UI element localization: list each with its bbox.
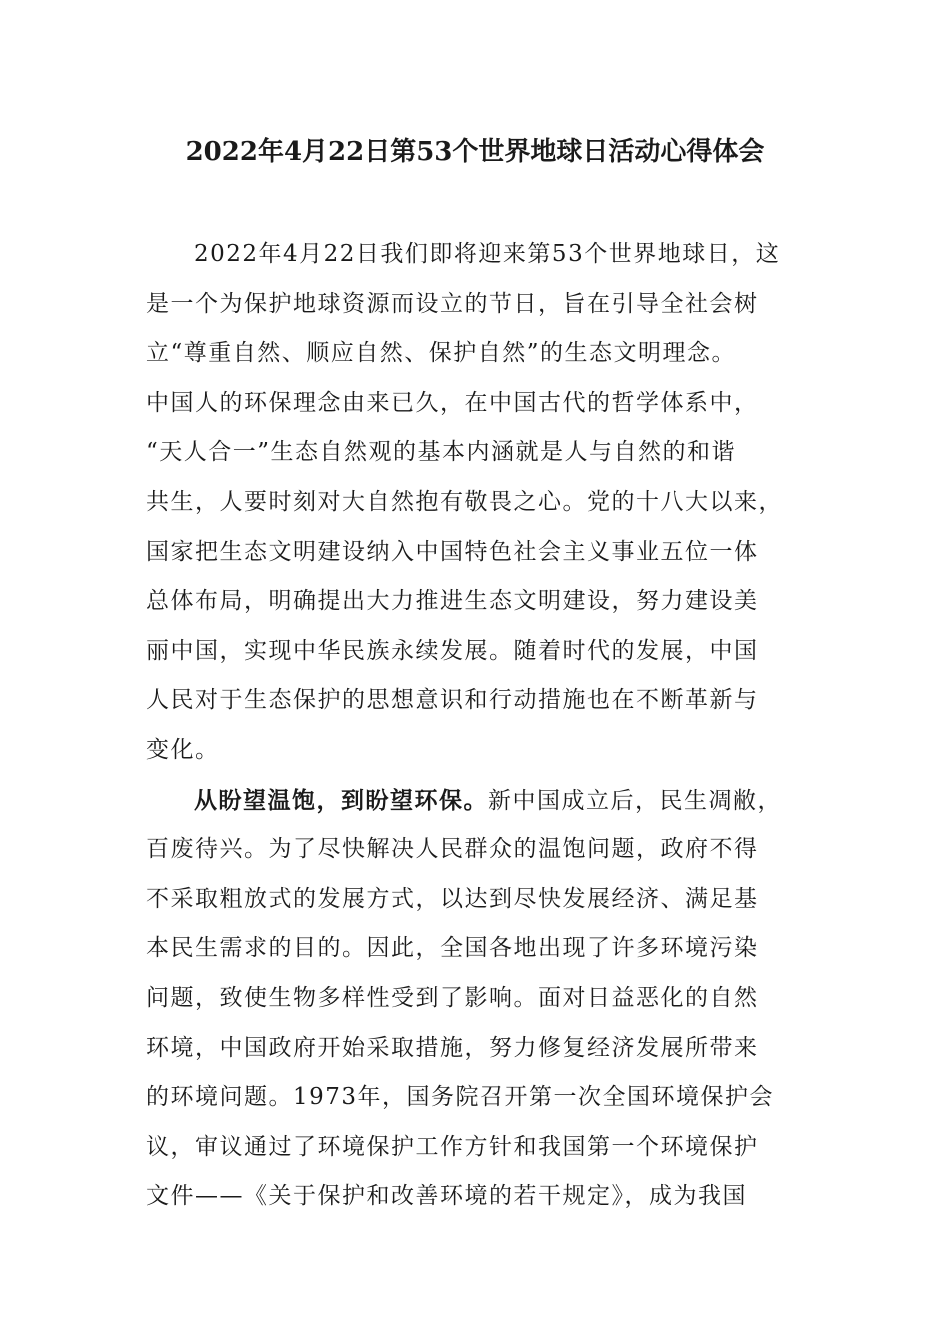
text-line: 2022年4月22日我们即将迎来第53个世界地球日，这: [194, 241, 781, 267]
text-line: [146, 776, 804, 826]
paragraph-1: [146, 230, 804, 776]
text-line: 总体布局，明确提出大力推进生态文明建设，努力建设美: [146, 588, 759, 615]
text-line: 本民生需求的目的。因此，全国各地出现了许多环境污染: [146, 935, 759, 962]
text-line: 立“尊重自然、顺应自然、保护自然”的生态文明理念。: [146, 340, 737, 367]
text-line: 环境，中国政府开始采取措施，努力修复经济发展所带来: [146, 1034, 759, 1061]
text-line: 百废待兴。为了尽快解决人民群众的温饱问题，政府不得: [146, 836, 759, 863]
text-line: 不采取粗放式的发展方式，以达到尽快发展经济、满足基: [146, 885, 759, 912]
text-span: 新中国成立后，民生凋敝，: [488, 787, 782, 814]
paragraph-lead-heading: 从盼望温饱，到盼望环保。: [194, 786, 488, 814]
paragraph-2: [146, 776, 804, 1222]
text-line: 人民对于生态保护的思想意识和行动措施也在不断革新与: [146, 687, 759, 714]
text-line: 共生，人要时刻对大自然抱有敬畏之心。党的十八大以来，: [146, 488, 783, 515]
text-line: 是一个为保护地球资源而设立的节日，旨在引导全社会树: [146, 290, 759, 317]
page-title: 2022年4月22日第53个世界地球日活动心得体会: [185, 137, 765, 167]
text-line: 的环境问题。1973年，国务院召开第一次全国环境保护会: [146, 1084, 775, 1111]
text-line: 国家把生态文明建设纳入中国特色社会主义事业五位一体: [146, 538, 759, 565]
text-line: 议，审议通过了环境保护工作方针和我国第一个环境保护: [146, 1133, 759, 1160]
document-body: [146, 230, 804, 1222]
text-line: 丽中国，实现中华民族永续发展。随着时代的发展，中国: [146, 637, 759, 664]
text-line: 文件——《关于保护和改善环境的若干规定》，成为我国: [146, 1183, 747, 1210]
text-line: “天人合一”生态自然观的基本内涵就是人与自然的和谐: [146, 439, 737, 466]
text-line: 变化。: [146, 736, 220, 763]
text-line: 中国人的环保理念由来已久，在中国古代的哲学体系中，: [146, 389, 759, 416]
text-line: 问题，致使生物多样性受到了影响。面对日益恶化的自然: [146, 984, 759, 1011]
